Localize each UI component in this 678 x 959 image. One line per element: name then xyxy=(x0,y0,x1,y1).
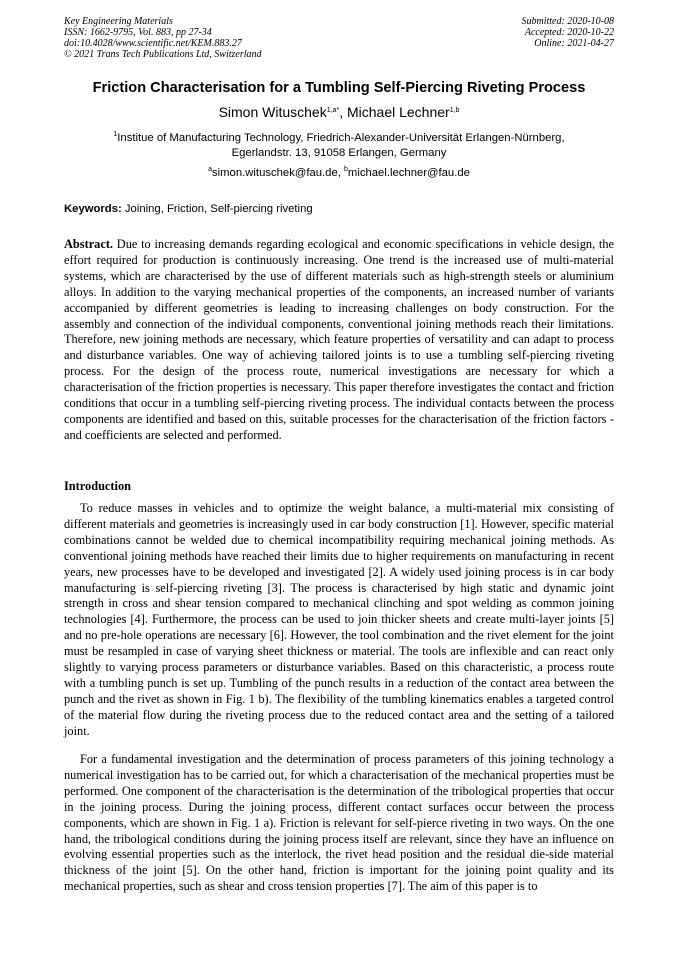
affiliation-line-1: Institue of Manufacturing Technology, Friedrich-Alexander-Universität Erlangen-Nürnberg, xyxy=(117,132,565,144)
author-2-name: Michael Lechner xyxy=(346,104,450,120)
keywords-label: Keywords: xyxy=(64,203,122,215)
email-b-sup: b xyxy=(344,166,348,173)
accepted-date: Accepted: 2020-10-22 xyxy=(524,27,614,38)
journal-issn: ISSN: 1662-9795, Vol. 883, pp 27-34 xyxy=(64,27,212,38)
abstract-label: Abstract. xyxy=(64,237,114,251)
affiliation-line-2: Egerlandstr. 13, 91058 Erlangen, Germany xyxy=(231,147,447,159)
section-heading-introduction: Introduction xyxy=(64,479,131,493)
journal-doi: doi:10.4028/www.scientific.net/KEM.883.27 xyxy=(64,38,242,49)
abstract-text: Due to increasing demands regarding ecological and economic specifications in vehicle design, the effort required for production is continuously increasing. One trend is the increased use of multi-material systems, which are characterised by the use of different materials such as high-strength steels or aluminium alloys. In addition to the varying mechanical properties of the components, an increased number of variants accompanied by different geometries is leading to increasing challenges on body construction. For the assembly and connection of the individual components, conventional joining methods reach their limitations. Therefore, new joining methods are necessary, which feature properties of versatility and can adapt to process and disturbance variables. One way of achieving tailored joints is to use a tumbling self-piercing riveting process. For the design of the process route, numerical investigations are necessary for which a characterisation of the friction properties is necessary. This paper therefore investigates the contact and friction conditions that occur in a tumbling self-piercing riveting process. The individual contacts between the process components are identified and based on this, suitable processes for the characterisation of the friction factors - and coefficients are selected and performed. xyxy=(64,237,614,442)
submitted-date: Submitted: 2020-10-08 xyxy=(521,16,614,27)
email-b[interactable]: michael.lechner@fau.de xyxy=(347,167,470,179)
author-separator: , xyxy=(339,104,347,120)
affiliation-sup: 1 xyxy=(113,131,118,138)
author-emails xyxy=(0,167,678,179)
introduction-paragraph-1: To reduce masses in vehicles and to optimize the weight balance, a multi-material mix consisting of different materials and geometries is increasingly used in car body construction [1]. However, specific material combinations cannot be welded due to chemical incompatibility requiring mechanical joining methods. As conventional joining methods have reached their limits due to higher requirements on manufacturing in recent years, new processes have to be developed and investigated [2]. A widely used joining process is in car body manufacturing is self-piercing riveting [3]. The process is characterised by high static and dynamic joint strength in cross and shear tension compared to mechanical clinching and spot welding as common joining technologies [4]. Furthermore, the process can be used to join thicker sheets and create multi-layer joints [5] and no pre-hole operations are necessary [6]. However, the tool combination and the rivet element for the joint must be resampled in case of varying sheet thickness or material. The tools are inflexible and can react only slightly to varying process parameters or disturbance variables. Based on this characteristic, a process route with a tumbling punch is set up. Tumbling of the punch results in a reduction of the contact area between the punch and the rivet as shown in Fig. 1 b). The flexibility of the tumbling kinematics enables a targeted control of the material flow during the riveting process due to the reduced contact area and the setting of a tailored joint. xyxy=(64,501,614,738)
journal-info xyxy=(64,16,262,60)
paper-title: Friction Characterisation for a Tumbling Self-Piercing Riveting Process xyxy=(92,80,586,96)
affiliation xyxy=(0,131,678,161)
abstract xyxy=(64,237,614,444)
author-1-name: Simon Wituschek xyxy=(218,104,327,120)
journal-copyright: © 2021 Trans Tech Publications Ltd, Switzerland xyxy=(64,49,262,60)
email-a-sup: a xyxy=(208,166,212,173)
online-date: Online: 2021-04-27 xyxy=(534,38,614,49)
keywords xyxy=(64,203,624,215)
author-1-sup: 1,a* xyxy=(326,107,340,114)
email-separator: , xyxy=(337,167,345,179)
author-2-sup: 1,b xyxy=(449,107,460,114)
introduction-paragraph-2: For a fundamental investigation and the determination of process parameters of this joining technology a numerical investigation has to be carried out, for which a characterisation of the mechanical properties must be performed. One component of the characterisation is the determination of the tribological properties that occur in the joining process. During the joining process, different contact surfaces occur between the process components, which are shown in Fig. 1 a). Friction is relevant for self-pierce riveting in two ways. On the one hand, the tribological conditions during the joining process itself are relevant, since they have an influence on evolving essential properties such as the interlock, the rivet head position and the residual die-side material thickness of the joint [5]. On the other hand, friction is important for the joining point quality and its mechanical properties, such as shear and cross tension properties [7]. The aim of this paper is to xyxy=(64,752,614,894)
keywords-text: Joining, Friction, Self-piercing riveting xyxy=(121,203,313,215)
publication-dates xyxy=(522,16,615,49)
email-a[interactable]: simon.wituschek@fau.de xyxy=(211,167,338,179)
author-line xyxy=(0,104,678,120)
journal-name: Key Engineering Materials xyxy=(64,16,173,27)
